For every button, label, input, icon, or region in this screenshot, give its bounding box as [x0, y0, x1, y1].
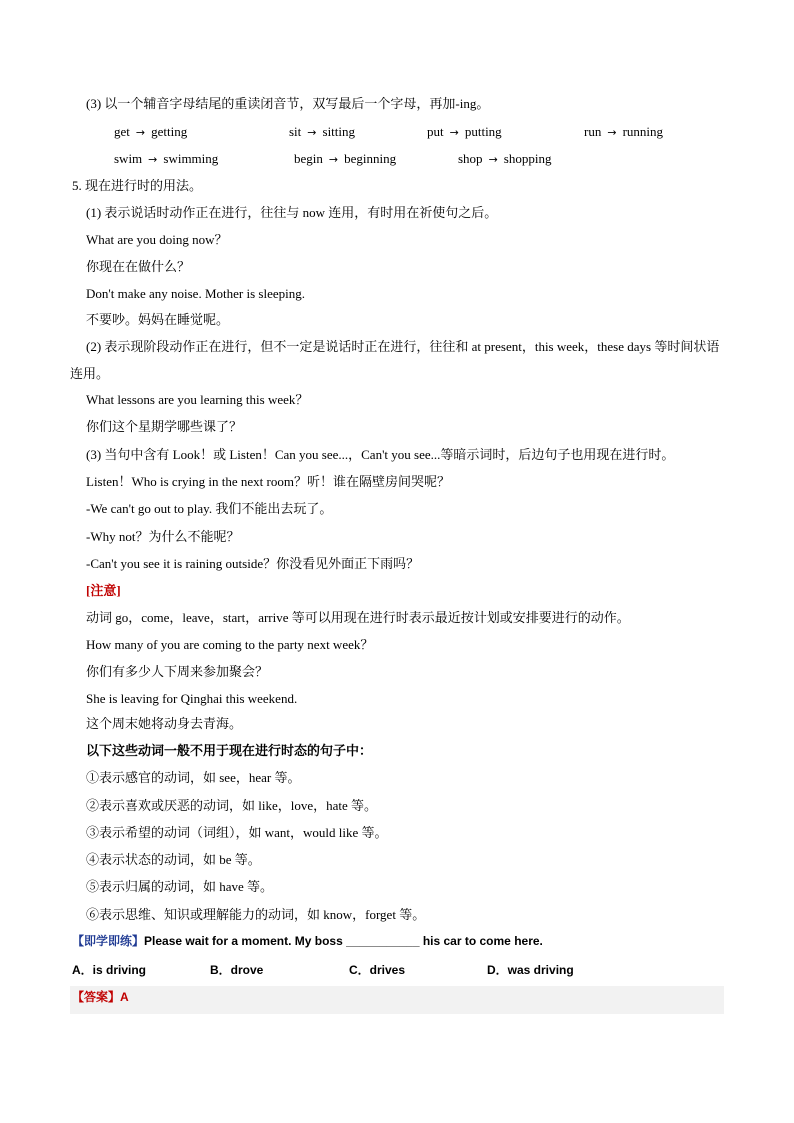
arrow-icon: →	[607, 126, 617, 139]
list-item: ①表示感官的动词，如 see，hear 等。	[86, 770, 301, 785]
example-pair: shop → shopping	[458, 151, 552, 166]
option-a: A．is driving	[72, 963, 147, 977]
arrow-icon: →	[449, 126, 459, 139]
example-line: -Why not？为什么不能呢？	[86, 529, 240, 544]
example-pair: run → running	[584, 124, 664, 139]
answer-line	[72, 989, 129, 1005]
arrow-icon: →	[488, 153, 498, 166]
example-cn: 你们有多少人下周来参加聚会？	[86, 664, 269, 679]
arrow-icon: →	[328, 153, 339, 166]
list-title: 以下这些动词一般不用于现在进行时态的句子中：	[86, 743, 373, 758]
example-cn: 这个周末她将动身去青海。	[86, 716, 243, 731]
example-cn: 你们这个星期学哪些课了？	[86, 419, 243, 434]
list-item: ⑤表示归属的动词，如 have 等。	[86, 879, 274, 894]
example-pair: get → getting	[114, 124, 188, 139]
practice-question: 【即学即练】Please wait for a moment. My boss ___________ his car to come here.	[72, 934, 543, 948]
list-item: ③表示希望的动词（词组），如 want，would like 等。	[86, 825, 388, 840]
example-en: Don't make any noise. Mother is sleeping.	[86, 286, 305, 301]
arrow-icon: →	[135, 126, 146, 139]
note-label: [注意]	[86, 583, 121, 598]
arrow-icon: →	[307, 126, 317, 139]
example-en: What are you doing now？	[86, 232, 228, 247]
example-line: -Can't you see it is raining outside？你没看见外面正下雨吗？	[86, 556, 420, 571]
example-pair: sit → sitting	[289, 124, 356, 139]
practice-label: 【即学即练】	[72, 934, 145, 948]
list-item: ②表示喜欢或厌恶的动词，如 like，love，hate 等。	[86, 798, 378, 813]
note-text: 动词 go，come，leave，start，arrive 等可以用现在进行时表示最近按计划或安排要进行的动作。	[86, 610, 630, 625]
arrow-icon: →	[148, 153, 158, 166]
example-pair: swim → swimming	[114, 151, 219, 166]
example-cn: 你现在在做什么？	[86, 259, 191, 274]
usage-3: (3) 当句中含有 Look！或 Listen！Can you see...，Can't you see...等暗示词时，后边句子也用现在进行时。	[86, 447, 675, 462]
rule3-heading: (3) 以一个辅音字母结尾的重读闭音节，双写最后一个字母，再加-ing。	[86, 96, 490, 111]
example-en: How many of you are coming to the party next week？	[86, 637, 374, 652]
option-c: C．drives	[349, 963, 406, 977]
example-pair: put → putting	[427, 124, 502, 139]
example-line: Listen！Who is crying in the next room？听！谁在隔壁房间哭呢？	[86, 474, 450, 489]
example-en: She is leaving for Qinghai this weekend.	[86, 691, 298, 706]
answer-value: A	[120, 990, 129, 1004]
option-b: B．drove	[210, 963, 264, 977]
answer-box	[70, 986, 724, 1014]
section-heading: 5. 现在进行时的用法。	[72, 178, 203, 193]
example-pair: begin → beginning	[294, 151, 397, 166]
list-item: ④表示状态的动词，如 be 等。	[86, 852, 261, 867]
usage-1: (1) 表示说话时动作正在进行，往往与 now 连用，有时用在祈使句之后。	[86, 205, 498, 220]
list-item: ⑥表示思维、知识或理解能力的动词，如 know，forget 等。	[86, 907, 426, 922]
answer-label: 【答案】	[72, 990, 121, 1004]
option-d: D．was driving	[487, 963, 574, 977]
example-en: What lessons are you learning this week？	[86, 392, 309, 407]
example-line: -We can't go out to play. 我们不能出去玩了。	[86, 501, 333, 516]
example-cn: 不要吵。妈妈在睡觉呢。	[86, 312, 230, 327]
usage-2: (2) 表示现阶段动作正在进行，但不一定是说话时正在进行，往往和 at present，this week，these days 等时间状语连用。	[70, 339, 720, 381]
